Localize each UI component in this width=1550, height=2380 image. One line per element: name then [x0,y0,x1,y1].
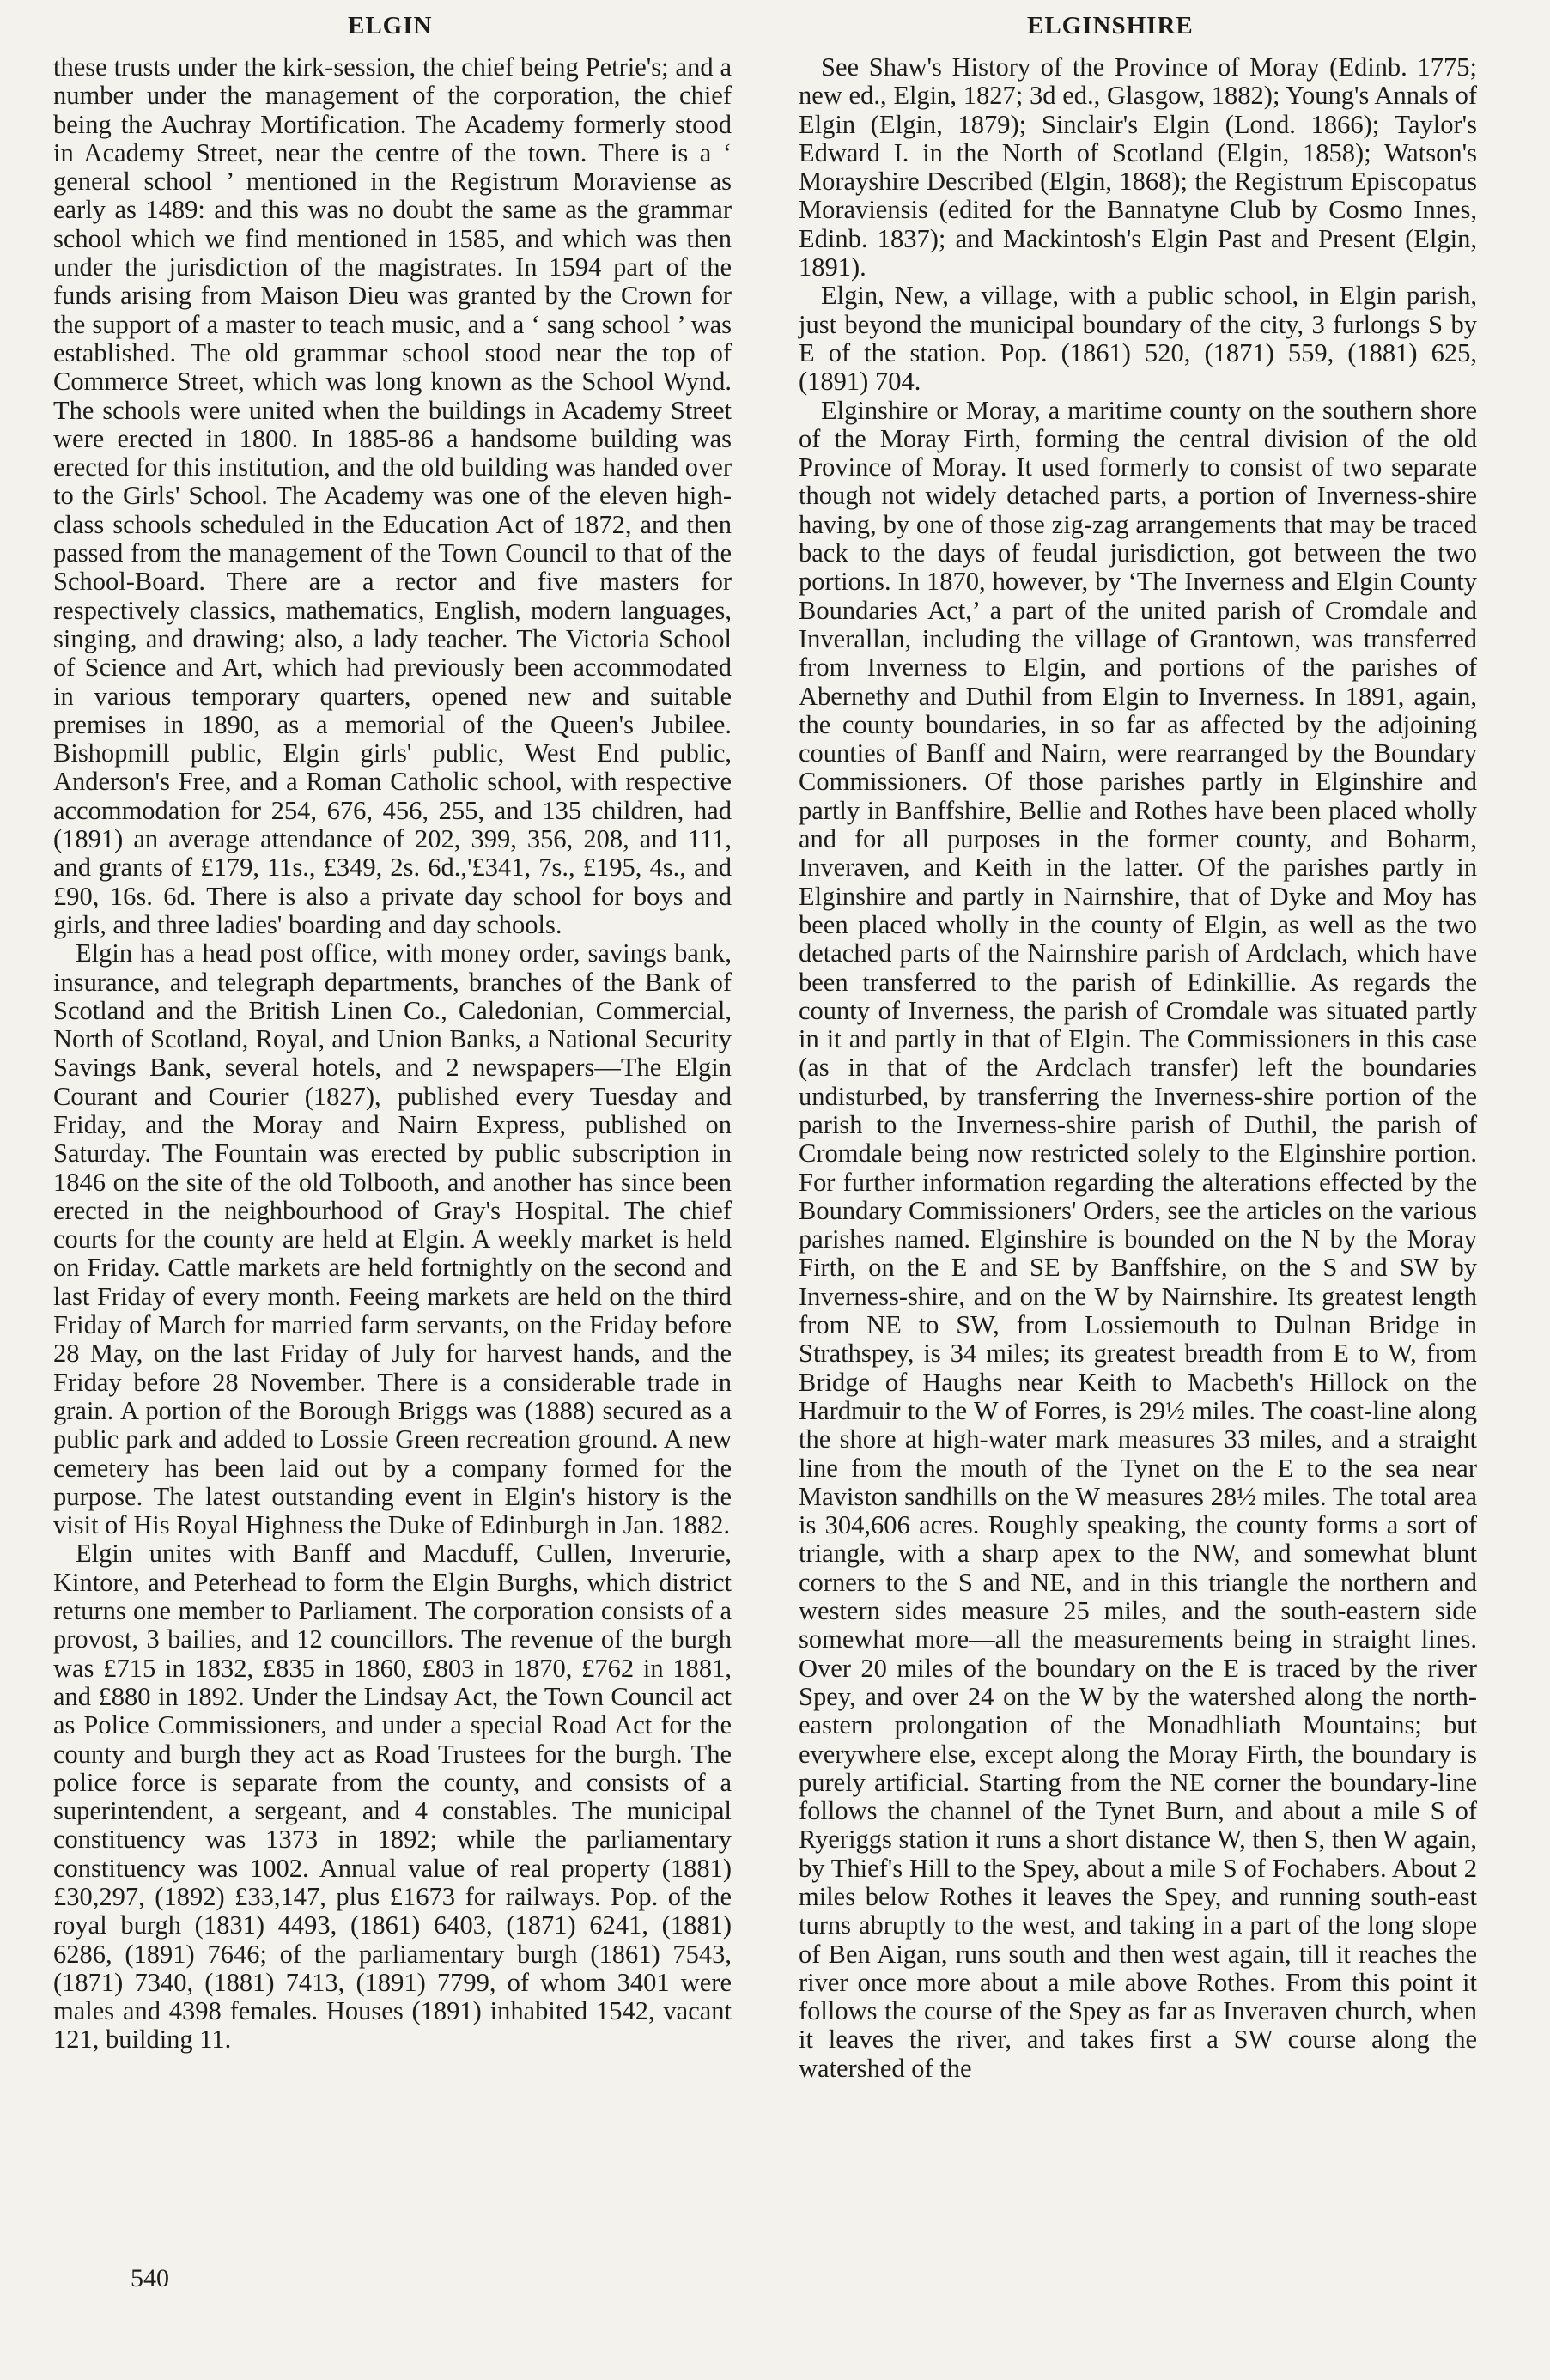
paragraph-elgin-new: Elgin, New, a village, with a public school, in Elgin parish, just beyond the municipal boundary of the city, 3 furlongs S by E of the station. Pop. (1861) 520, (1871) 559, (1881) 625, (1891) 704. [799,281,1477,397]
right-column [799,53,1477,2083]
running-head-right: ELGINSHIRE [1027,12,1194,39]
paragraph-elginshire: Elginshire or Moray, a maritime county on the southern shore of the Moray Firth, forming the central division of the old Province of Moray. It used formerly to consist of two separate though not widely detached parts, a portion of Inverness-shire having, by one of those zig-zag arrangements that may be traced back to the days of feudal jurisdiction, got between the two portions. In 1870, however, by ‘The Inverness and Elgin County Boundaries Act,’ a part of the united parish of Cromdale and Inverallan, including the village of Grantown, was transferred from Inverness to Elgin, and portions of the parishes of Abernethy and Duthil from Elgin to Inverness. In 1891, again, the county boundaries, in so far as affected by the adjoining counties of Banff and Nairn, were rearranged by the Boundary Commissioners. Of those parishes partly in Elginshire and partly in Banffshire, Bellie and Rothes have been placed wholly and for all purposes in the former county, and Boharm, Inveraven, and Keith in the latter. Of the parishes partly in Elginshire and partly in Nairnshire, that of Dyke and Moy has been placed wholly in the county of Elgin, as well as the two detached parts of the Nairnshire parish of Ardclach, which have been transferred to the parish of Edinkillie. As regards the county of Inverness, the parish of Cromdale was situated partly in it and partly in that of Elgin. The Commissioners in this case (as in that of the Ardclach transfer) left the boundaries undisturbed, by transferring the Inverness-shire portion of the parish to the Inverness-shire parish of Duthil, the parish of Cromdale being now restricted solely to the Elginshire portion. For further information regarding the alterations effected by the Boundary Commissioners' Orders, see the articles on the various parishes named. Elginshire is bounded on the N by the Moray Firth, on the E and SE by Banffshire, on the S and SW by Inverness-shire, and on the W by Nairnshire. Its greatest length from NE to SW, from Lossiemouth to Dulnan Bridge in Strathspey, is 34 miles; its greatest breadth from E to W, from Bridge of Haughs near Keith to Macbeth's Hillock on the Hardmuir to the W of Forres, is 29½ miles. The coast-line along the shore at high-water mark measures 33 miles, and a straight line from the mouth of the Tynet on the E to the sea near Maviston sandhills on the W measures 28½ miles. The total area is 304,606 acres. Roughly speaking, the county forms a sort of triangle, with a sharp apex to the NW, and somewhat blunt corners to the S and NE, and in this triangle the northern and western sides measure 25 miles, and the south-eastern side somewhat more—all the measurements being in straight lines. Over 20 miles of the boundary on the E is traced by the river Spey, and over 24 on the W by the watershed along the north-eastern prolongation of the Monadhliath Mountains; but everywhere else, except along the Moray Firth, the boundary is purely artificial. Starting from the NE corner the boundary-line follows the channel of the Tynet Burn, and about a mile S of Ryeriggs station it runs a short distance W, then S, then W again, by Thief's Hill to the Spey, about a mile S of Fochabers. About 2 miles below Rothes it leaves the Spey, and running south-east turns abruptly to the west, and taking in a part of the long slope of Ben Aigan, runs south and then west again, till it reaches the river once more about a mile above Rothes. From this point it follows the course of the Spey as far as Inveraven church, when it leaves the river, and takes first a SW course along the watershed of the [799,395,1477,2083]
paragraph-post-office: Elgin has a head post office, with money order, savings bank, insurance, and telegraph departments, branches of the Bank of Scotland and the British Linen Co., Caledonian, Commercial, North of Scotland, Royal, and Union Banks, a National Security Savings Bank, several hotels, and 2 newspapers—The Elgin Courant and Courier (1827), published every Tuesday and Friday, and the Moray and Nairn Express, published on Saturday. The Fountain was erected by public subscription in 1846 on the site of the old Tolbooth, and another has since been erected in the neighbourhood of Gray's Hospital. The chief courts for the county are held at Elgin. A weekly market is held on Friday. Cattle markets are held fortnightly on the second and last Friday of every month. Feeing markets are held on the third Friday of March for married farm servants, on the Friday before 28 May, on the last Friday of July for harvest hands, and the Friday before 28 November. There is a considerable trade in grain. A portion of the Borough Briggs was (1888) secured as a public park and added to Lossie Green recreation ground. A new cemetery has been laid out by a company formed for the purpose. The latest outstanding event in Elgin's history is the visit of His Royal Highness the Duke of Edinburgh in Jan. 1882. [53,938,732,1540]
paragraph-bibliography: See Shaw's History of the Province of Moray (Edinb. 1775; new ed., Elgin, 1827; 3d ed., Glasgow, 1882); Young's Annals of Elgin (Elgin, 1879); Sinclair's Elgin (Lond. 1866); Taylor's Edward I. in the North of Scotland (Elgin, 1858); Watson's Morayshire Described (Elgin, 1868); the Registrum Episcopatus Moraviensis (edited for the Bannatyne Club by Cosmo Innes, Edinb. 1837); and Mackintosh's Elgin Past and Present (Elgin, 1891). [799,52,1477,282]
left-column [53,53,732,2055]
paragraph-schools: these trusts under the kirk-session, the chief being Petrie's; and a number under the management of the corporation, the chief being the Auchray Mortification. The Academy formerly stood in Academy Street, near the centre of the town. There is a ‘ general school ’ mentioned in the Registrum Moraviense as early as 1489: and this was no doubt the same as the grammar school which we find mentioned in 1585, and which was then under the jurisdiction of the magistrates. In 1594 part of the funds arising from Maison Dieu was granted by the Crown for the support of a master to teach music, and a ‘ sang school ’ was established. The old grammar school stood near the top of Commerce Street, which was long known as the School Wynd. The schools were united when the buildings in Academy Street were erected in 1800. In 1885-86 a handsome building was erected for this institution, and the old building was handed over to the Girls' School. The Academy was one of the eleven high-class schools scheduled in the Education Act of 1872, and then passed from the management of the Town Council to that of the School-Board. There are a rector and five masters for respectively classics, mathematics, English, modern languages, singing, and drawing; also, a lady teacher. The Victoria School of Science and Art, which had previously been accommodated in various temporary quarters, opened new and suitable premises in 1890, as a memorial of the Queen's Jubilee. Bishopmill public, Elgin girls' public, West End public, Anderson's Free, and a Roman Catholic school, with respective accommodation for 254, 676, 456, 255, and 135 children, had (1891) an average attendance of 202, 399, 356, 208, and 111, and grants of £179, 11s., £349, 2s. 6d.,'£341, 7s., £195, 4s., and £90, 16s. 6d. There is also a private day school for boys and girls, and three ladies' boarding and day schools. [53,52,732,939]
paragraph-burghs: Elgin unites with Banff and Macduff, Cullen, Inverurie, Kintore, and Peterhead to form the Elgin Burghs, which district returns one member to Parliament. The corporation consists of a provost, 3 bailies, and 12 councillors. The revenue of the burgh was £715 in 1832, £835 in 1860, £803 in 1870, £762 in 1881, and £880 in 1892. Under the Lindsay Act, the Town Council act as Police Commissioners, and under a special Road Act for the county and burgh they act as Road Trustees for the burgh. The police force is separate from the county, and consists of a superintendent, a sergeant, and 4 constables. The municipal constituency was 1373 in 1892; while the parliamentary constituency was 1002. Annual value of real property (1881) £30,297, (1892) £33,147, plus £1673 for railways. Pop. of the royal burgh (1831) 4493, (1861) 6403, (1871) 6241, (1881) 6286, (1891) 7646; of the parliamentary burgh (1861) 7543, (1871) 7340, (1881) 7413, (1891) 7799, of whom 3401 were males and 4398 females. Houses (1891) inhabited 1542, vacant 121, building 11. [53,1539,732,2055]
running-head-left: ELGIN [348,12,433,39]
column-divider [758,52,759,2284]
page-number: 540 [131,2264,169,2292]
